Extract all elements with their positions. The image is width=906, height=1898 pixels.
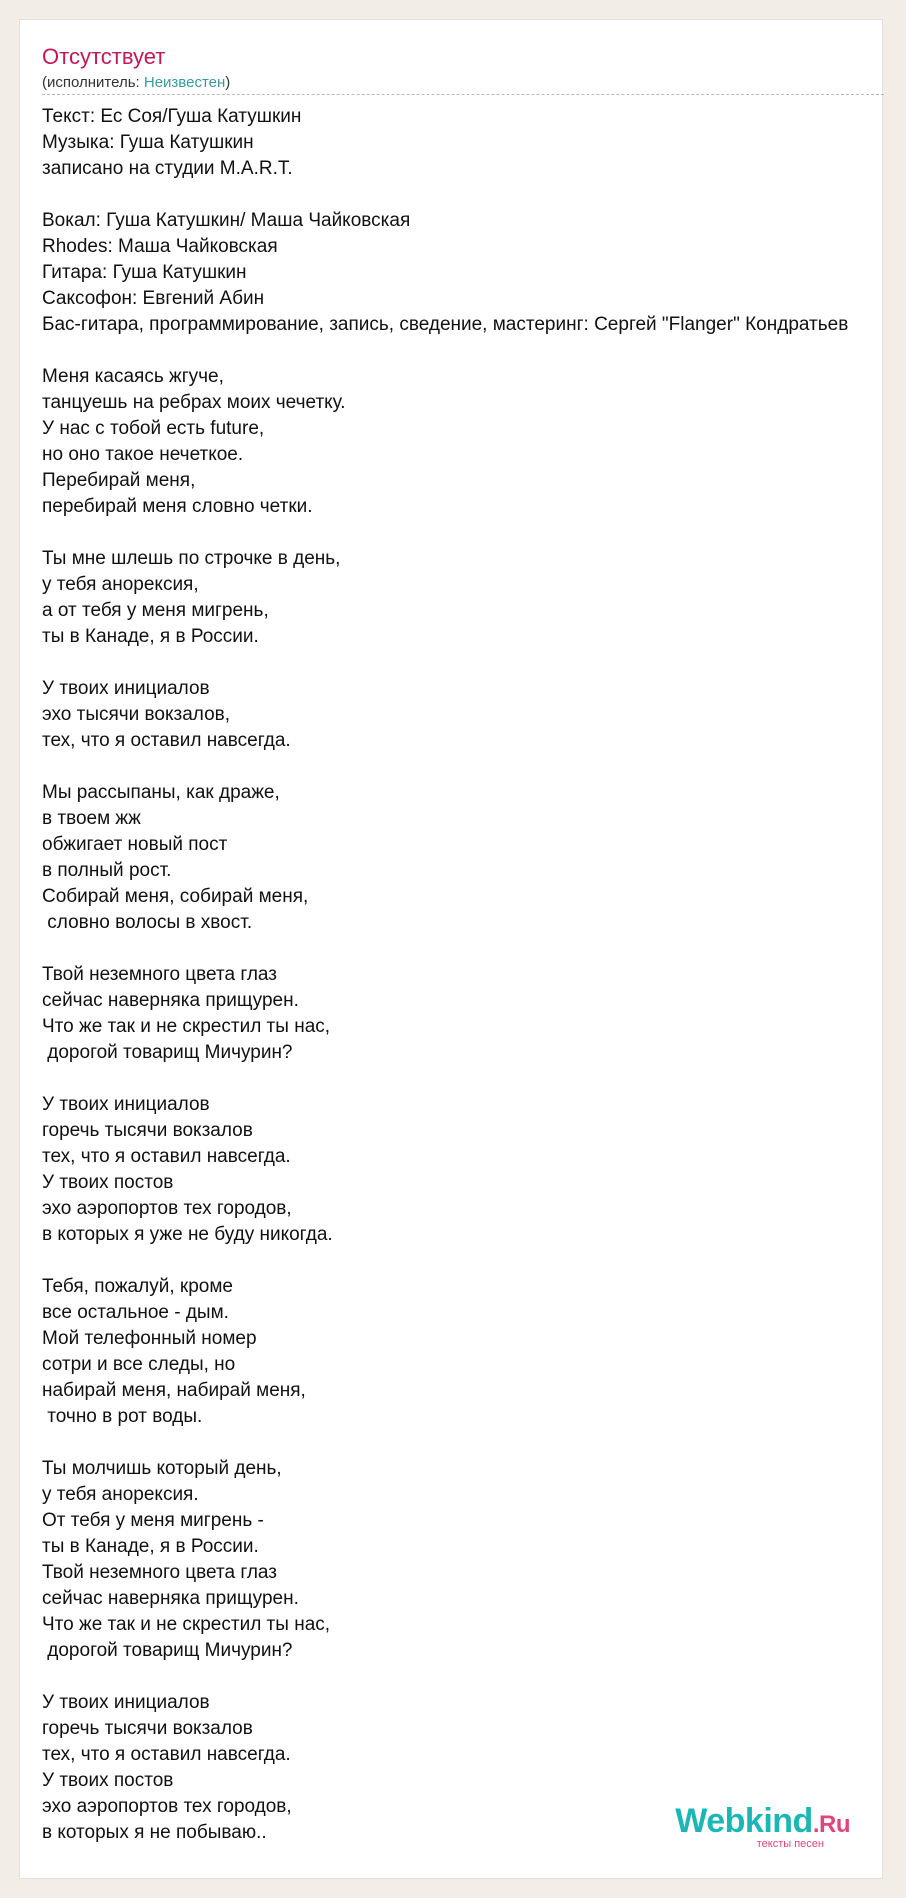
logo-main-text: Webkind [675,1802,813,1840]
artist-line [42,73,230,93]
dashed-divider [42,94,884,95]
artist-prefix: (исполнитель: [42,74,144,91]
logo-tld: .Ru [812,1811,850,1838]
song-title: Отсутствует [42,44,166,69]
logo-tagline: тексты песен [756,1838,824,1850]
artist-link[interactable]: Неизвестен [143,74,226,91]
lyrics-card [19,19,883,1879]
artist-suffix: ) [225,74,231,91]
lyrics-text: Текст: Ес Соя/Гуша Катушкин Музыка: Гуша Катушкин записано на студии M.A.R.T. Вокал: Гуша Катушкин/ Маша Чайковская Rhodes: Маша Чайковская Гитара: Гуша Катушкин Саксофон: Евгений Абин Бас-гитара, программирование, запись, сведение, мастеринг: Сергей "Flanger" Кондратьев Меня касаясь жгуче, танцуешь на ребрах моих чечетку. У нас с тобой есть future, но оно такое нечеткое. Перебирай меня, перебирай меня словно четки. Ты мне шлешь по строчке в день, у тебя анорексия, а от тебя у меня мигрень, ты в Канаде, я в России. У твоих инициалов эхо тысячи вокзалов, тех, что я оставил навсегда. Мы рассыпаны, как драже, в твоем жж обжигает новый пост в полный рост. Собирай меня, собирай меня, словно волосы в хвост. Твой неземного цвета глаз сейчас наверняка прищурен. Что же так и не скрестил ты нас, дорогой товарищ Мичурин? У твоих инициалов горечь тысячи вокзалов тех, что я оставил навсегда. У твоих постов эхо аэропортов тех городов, в которых я уже не буду никогда. Тебя, пожалуй, кроме все остальное - дым. Мой телефонный номер сотри и все следы, но набирай меня, набирай меня, точно в рот воды. Ты молчишь который день, у тебя анорексия. От тебя у меня мигрень - ты в Канаде, я в России. Твой неземного цвета глаз сейчас наверняка прищурен. Что же так и не скрестил ты нас, дорогой товарищ Мичурин? У твоих инициалов горечь тысячи вокзалов тех, что я оставил навсегда. У твоих постов эхо аэропортов тех городов, в которых я не побываю.. [42,106,849,1843]
webkind-logo[interactable] [660,1802,850,1850]
